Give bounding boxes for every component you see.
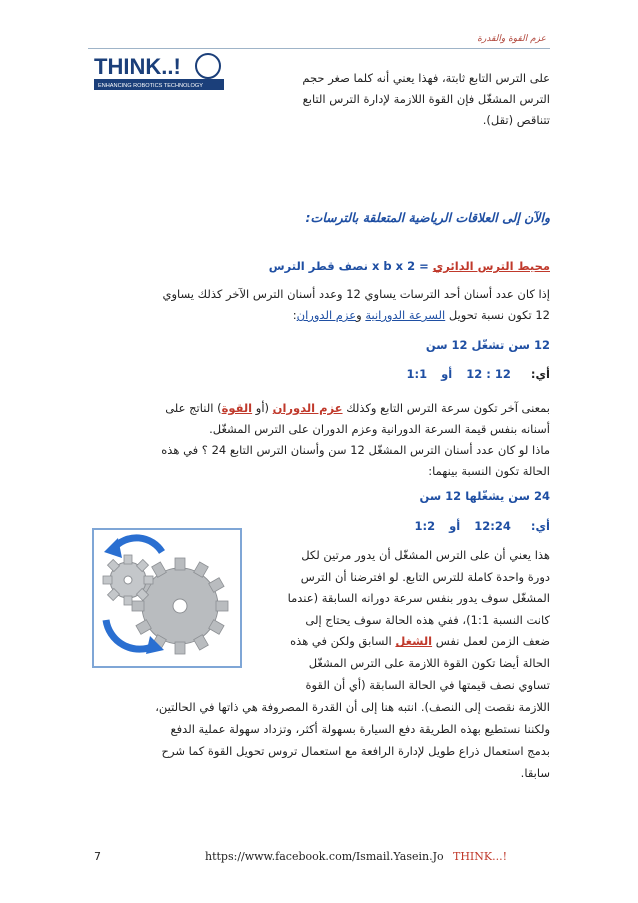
para1-text: و (356, 308, 366, 322)
para4-line: دورة واحدة كاملة للترس التابع. لو افترضنا أن الترس (300, 569, 550, 584)
logo-text: THINK..! (94, 54, 181, 79)
footer-url-link[interactable]: https://www.facebook.com/Ismail.Yasein.Jo (205, 850, 444, 863)
para1-line2 (88, 305, 550, 326)
section-heading: والآن إلى العلاقات الرياضية المتعلقة بالترسات: (305, 210, 550, 225)
think-logo (90, 50, 230, 96)
small-gear-icon (103, 555, 153, 605)
para4-text: ضعف الزمن لعمل نفس (432, 634, 550, 649)
paragraph-conclusion (88, 696, 550, 784)
para1-text: 12 تكون نسبة تحويل (445, 308, 550, 322)
para4-text: السابق ولكن في هذه (290, 634, 396, 649)
link-work: الشغل (395, 634, 433, 649)
para2-line1 (88, 398, 550, 419)
paragraph-ratio-intro (88, 284, 550, 326)
intro-line: الترس المشغّل فإن القوة اللازمة لإدارة الترس التابع (302, 92, 550, 106)
para3-line2: الحالة تكون النسبة بينهما: (428, 464, 550, 478)
ratio-label: أي: (530, 519, 550, 533)
para2-line2: أسنانه بنفس قيمة السرعة الدورانية وعزم الدوران على الترس المشغّل. (209, 422, 550, 436)
equation-1: 12 سن تشغّل 12 سن (425, 338, 550, 352)
para2-text: بمعنى آخر تكون سرعة الترس التابع وكذلك (342, 401, 550, 415)
para4-line: تساوي نصف قيمتها في الحالة السابقة (أي أن القوة (305, 677, 550, 692)
link-torque-2: عزم الدوران (272, 401, 343, 415)
intro-line: تتناقص (تقل). (482, 113, 550, 127)
link-rotational-speed: السرعة الدورانية (365, 308, 446, 322)
para4-line (244, 631, 550, 653)
equation-2: 24 سن يشغّلها 12 سن (419, 489, 550, 503)
para4-line: هذا يعني أن على الترس المشغّل أن يدور مرتين لكل (301, 548, 550, 562)
ratio-value-b: 1:2 (414, 519, 436, 533)
page-number: 7 (94, 850, 101, 863)
ratio-or: أو (449, 519, 461, 533)
header-rule (88, 48, 550, 49)
formula-term: محيط الترس الدائري (432, 259, 550, 273)
para4-line: الحالة أيضا تكون القوة اللازمة على الترس المشغّل (308, 655, 550, 670)
para4-line: كانت النسبة 1:1)، ففي هذه الحالة سوف يحتاج إلى (305, 612, 550, 627)
intro-line: على الترس التابع ثابتة، فهذا يعني أنه كلما صغر حجم (302, 71, 550, 85)
header-title: عزم القوة والقدرة (477, 34, 546, 44)
para5-line: ولكننا نستطيع بهذه الطريقة دفع السيارة بسهولة أكثر، وتزداد سهولة عملية الدفع (170, 722, 550, 736)
ratio-label: أي: (530, 367, 550, 381)
ratio-value-a: 12:24 (474, 519, 511, 533)
link-force: القوة (221, 401, 253, 415)
ratio-value-b: 1:1 (406, 367, 428, 381)
link-torque: عزم الدوران (296, 308, 357, 322)
ratio-1 (350, 364, 550, 385)
para3-line1: ماذا لو كان عدد أسنان الترس المشغّل 12 سن وأسنان الترس التابع 24 ؟ في هذه (161, 443, 550, 457)
para2-text: ) الناتج على (165, 401, 222, 415)
paragraph-meaning (88, 398, 550, 440)
para4-line: المشغّل سوف يدور بنفس سرعة دورانه السابقة (عندما (287, 591, 550, 606)
para5-line: سابقا. (520, 766, 550, 780)
paragraph-explanation (244, 545, 550, 696)
footer-brand: THINK...! (453, 850, 508, 863)
formula-rest: = x b x 2 نصف قطر الترس (268, 259, 433, 273)
logo-tagline: ENHANCING ROBOTICS TECHNOLOGY (98, 83, 203, 89)
ratio-value-a: 12 : 12 (466, 367, 511, 381)
para2-text: (أو (252, 401, 273, 415)
intro-paragraph (250, 68, 550, 131)
para1-line1: إذا كان عدد أسنان أحد الترسات يساوي 12 وعدد أسنان الترس الآخر كذلك يساوي (162, 287, 550, 301)
para5-line: بدمج استعمال ذراع طويل لإدارة الرافعة مع استعمال تروس تحويل القوة كما شرح (161, 744, 550, 758)
gears-illustration (92, 528, 242, 668)
para1-text: : (292, 308, 297, 322)
ratio-2 (350, 516, 550, 537)
ratio-or: أو (441, 367, 453, 381)
formula-line (90, 256, 550, 277)
para5-line: اللازمة نقصت إلى النصف). انتبه هنا إلى أن القدرة المصروفة هي ذاتها في الحالتين، (155, 700, 550, 714)
paragraph-question (88, 440, 550, 482)
